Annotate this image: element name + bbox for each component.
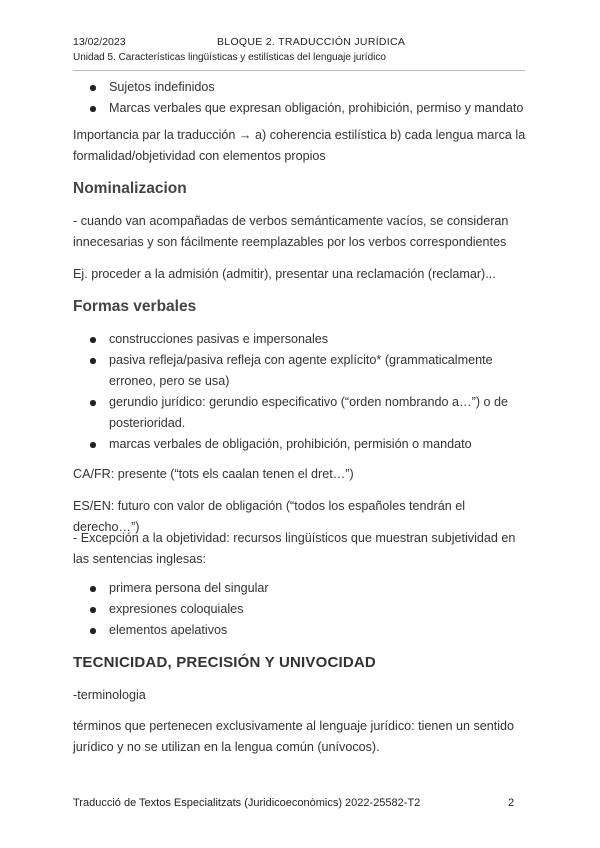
- header-date: 13/02/2023: [73, 36, 126, 48]
- list-item: pasiva refleja/pasiva refleja con agente explícito* (grammaticalmente erroneo, pero se usa): [87, 350, 532, 392]
- nominalization-paragraph: - cuando van acompañadas de verbos semánticamente vacíos, se consideran innecesarias y son fácilmente reemplazables por los verbos correspondientes: [73, 214, 509, 249]
- top-bullet-list: [87, 77, 532, 119]
- list-item: construcciones pasivas e impersonales: [87, 329, 532, 350]
- header-divider: [73, 70, 525, 71]
- importance-paragraph: Importancia par la traducción → a) coherencia estilística b) cada lengua marca la formalidad/objetividad con elementos propios: [73, 128, 526, 163]
- bullet-icon: [90, 586, 96, 592]
- bullet-icon: [90, 85, 96, 91]
- bullet-icon: [90, 400, 96, 406]
- heading-technicity: TECNICIDAD, PRECISIÓN Y UNIVOCIDAD: [73, 654, 376, 671]
- bullet-icon: [90, 358, 96, 364]
- footer-page-number: 2: [508, 797, 515, 809]
- list-item: Marcas verbales que expresan obligación, prohibición, permiso y mandato: [87, 98, 532, 119]
- es-en-paragraph: ES/EN: futuro con valor de obligación (“todos los españoles tendrán el derecho…”): [73, 499, 466, 534]
- list-item: primera persona del singular: [87, 578, 532, 599]
- footer-course: Traducció de Textos Especialitzats (Juridicoeconòmics) 2022-25582-T2: [73, 797, 421, 809]
- exception-paragraph: - Excepción a la objetividad: recursos lingüísticos que muestran subjetividad en las sentencias inglesas:: [73, 531, 516, 566]
- ca-fr-paragraph: CA/FR: presente (“tots els caalan tenen el dret…”): [73, 467, 354, 481]
- bullet-icon: [90, 106, 96, 112]
- heading-nominalization: Nominalizacion: [73, 180, 187, 197]
- list-item: gerundio jurídico: gerundio especificativo (“orden nombrando a…”) o de posterioridad.: [87, 392, 532, 434]
- list-item: Sujetos indefinidos: [87, 77, 532, 98]
- terminology-paragraph: términos que pertenecen exclusivamente al lenguaje jurídico: tienen un sentido jurídico y no se utilizan en la lengua común (unívocos).: [73, 719, 515, 754]
- bullet-icon: [90, 628, 96, 634]
- nominalization-example: Ej. proceder a la admisión (admitir), presentar una reclamación (reclamar)...: [73, 267, 496, 281]
- bullet-icon: [90, 607, 96, 613]
- heading-verbal-forms: Formas verbales: [73, 298, 197, 315]
- list-item: expresiones coloquiales: [87, 599, 532, 620]
- terminology-subtitle: -terminologia: [73, 688, 146, 702]
- verbal-forms-list: [87, 329, 532, 455]
- header-block-title: BLOQUE 2. TRADUCCIÓN JURÍDICA: [217, 36, 406, 48]
- list-item: marcas verbales de obligación, prohibición, permisión o mandato: [87, 434, 532, 455]
- header-unit-title: Unidad 5. Características lingüísticas y estilísticas del lenguaje jurídico: [73, 52, 386, 63]
- bullet-icon: [90, 442, 96, 448]
- exception-list: [87, 578, 532, 641]
- bullet-icon: [90, 337, 96, 343]
- list-item: elementos apelativos: [87, 620, 532, 641]
